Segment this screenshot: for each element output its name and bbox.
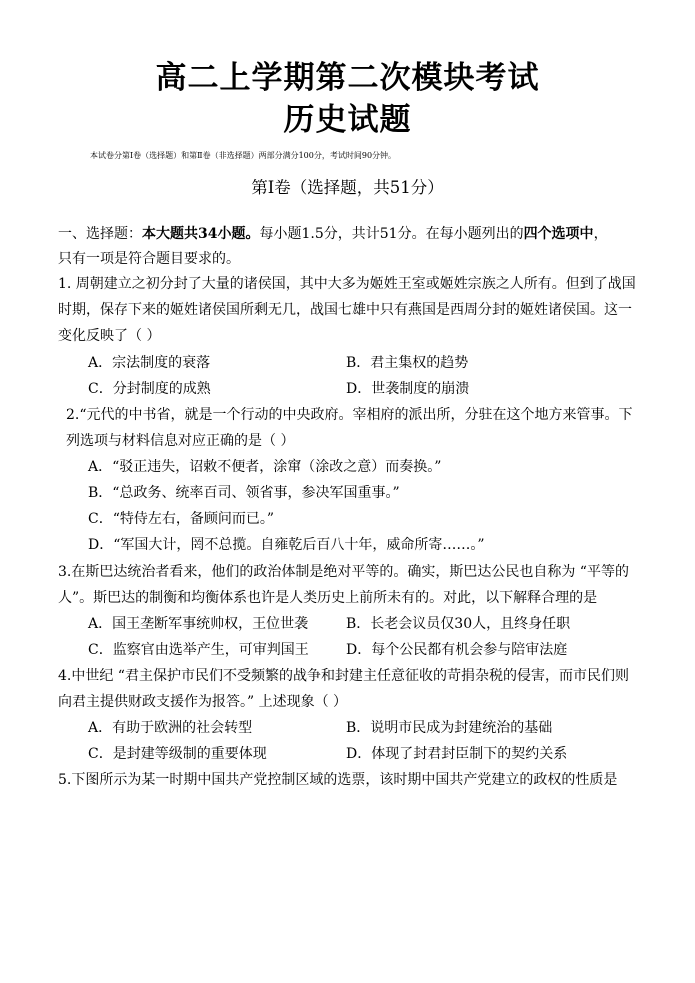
q1-option-a: A．宗法制度的衰落 [88,355,211,371]
exam-title: 高二上学期第二次模块考试 [155,60,540,96]
instructions-heading: 一、选择题： [58,226,142,242]
q2-option-c: C．“特侍左右，备顾问而已。” [88,511,275,527]
q4-stem-line-1: 4.中世纪 “君主保护市民们不受频繁的战争和封建主任意征收的苛捐杂税的侵害，而市民们则 [58,668,629,684]
q2-option-d: D．“军国大计，罔不总揽。自雍乾后百八十年，威命所寄……。” [88,537,485,553]
instructions-comma: ， [593,226,608,242]
q3-option-a: A．国王垄断军事统帅权，王位世袭 [88,616,309,632]
q3-stem-line-1: 3.在斯巴达统治者看来，他们的政治体制是绝对平等的。确实，斯巴达公民也自称为 “平等的 [58,564,629,580]
instructions-line-2: 只有一项是符合题目要求的。 [58,251,240,267]
q5-stem-line-1: 5.下图所示为某一时期中国共产党控制区域的选票，该时期中国共产党建立的政权的性质是 [58,772,618,788]
q3-option-c: C．监察官由选举产生，可审判国王 [88,642,309,658]
q2-option-a: A．“驳正违失，诏敕不便者，涂窜（涂改之意）而奏换。” [88,459,442,475]
q1-option-c: C．分封制度的成熟 [88,381,211,397]
q1-option-d: D．世袭制度的崩溃 [346,381,470,397]
exam-subject: 历史试题 [283,102,412,138]
q4-option-a: A．有助于欧洲的社会转型 [88,720,253,736]
instructions-scoring: 每小题1.5分，共计51分。在每小题列出的 [259,226,524,242]
section-title: 第Ⅰ卷（选择题，共51分） [251,178,444,197]
q3-option-d: D．每个公民都有机会参与陪审法庭 [346,642,568,658]
instructions-line-1 [58,224,608,244]
q1-stem-line-2: 时期，保存下来的姬姓诸侯国所剩无几，战国七雄中只有燕国是西周分封的姬姓诸侯国。这一 [58,302,632,318]
q2-option-b: B．“总政务、统率百司、领省事，参决军国重事。” [88,485,400,501]
q1-option-b: B．君主集权的趋势 [346,355,469,371]
q4-stem-line-2: 向君主提供财政支援作为报答。” 上述现象（ ） [58,694,348,710]
q4-option-d: D．体现了封君封臣制下的契约关系 [346,746,568,762]
q4-option-b: B．说明市民成为封建统治的基础 [346,720,553,736]
instructions-count: 本大题共34小题。 [142,226,260,242]
instructions-four-options: 四个选项中 [523,226,594,242]
q3-stem-line-2: 人”。斯巴达的制衡和均衡体系也许是人类历史上前所未有的。对此，以下解释合理的是 [58,590,598,606]
q1-stem-line-1: 1. 周朝建立之初分封了大量的诸侯国，其中大多为姬姓王室或姬姓宗族之人所有。但到了战国 [58,276,636,292]
q2-stem-line-2: 列选项与材料信息对应正确的是（ ） [66,433,295,449]
exam-note: 本试卷分第Ⅰ卷（选择题）和第Ⅱ卷（非选择题）两部分满分100分，考试时间90分钟。 [90,151,397,160]
q4-option-c: C．是封建等级制的重要体现 [88,746,267,762]
q1-stem-line-3: 变化反映了（ ） [58,328,161,344]
q2-stem-line-1: 2.“元代的中书省，就是一个行动的中央政府。宰相府的派出所，分驻在这个地方来管事。下 [66,407,633,423]
q3-option-b: B．长老会议员仅30人，且终身任职 [346,616,571,632]
